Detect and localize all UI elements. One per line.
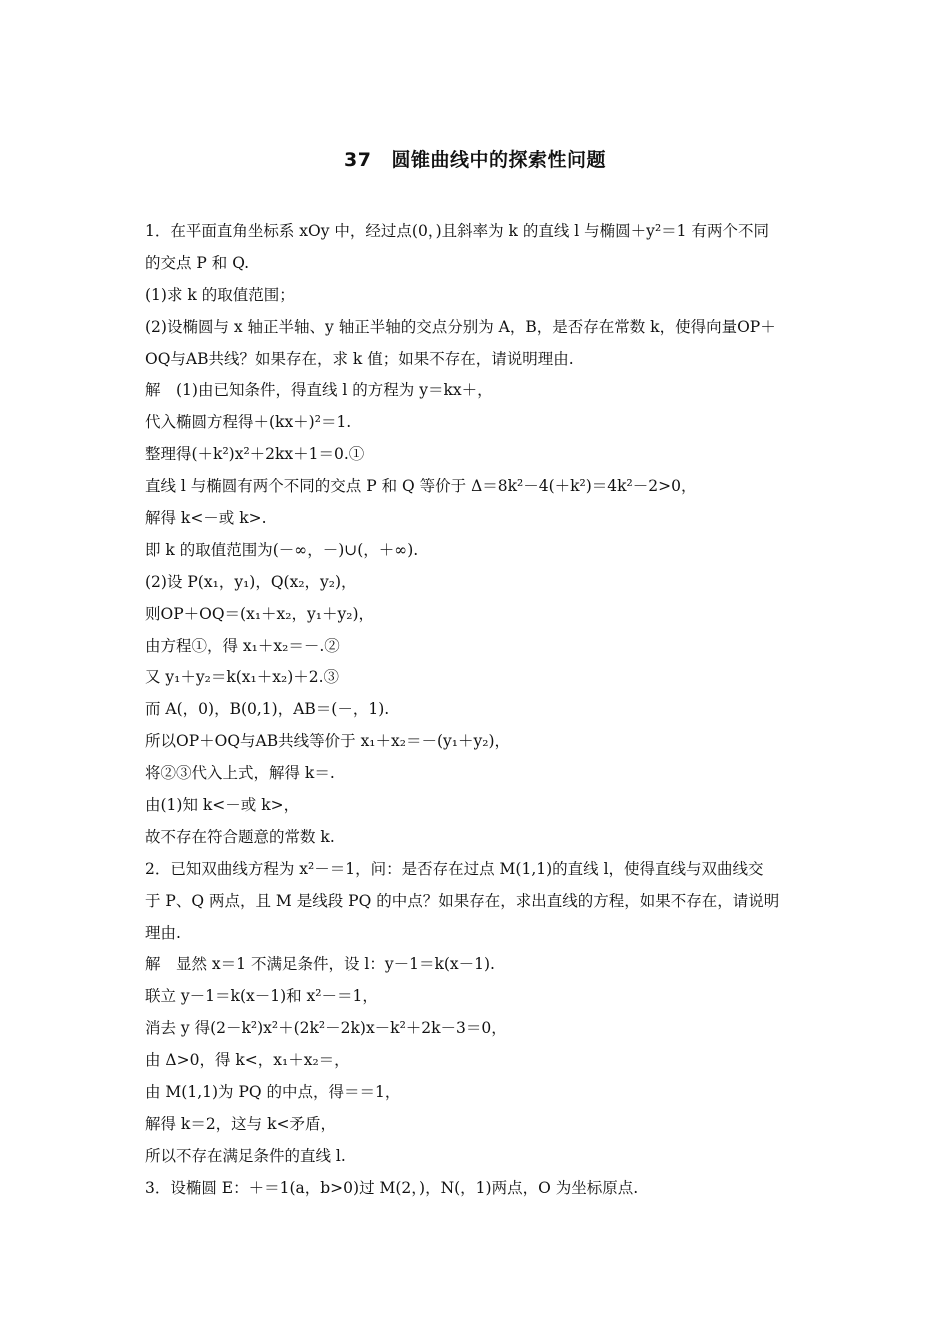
text-line: 由(1)知 k<－或 k>，	[145, 796, 300, 815]
text-line: 解 显然 x＝1 不满足条件，设 l：y－1＝k(x－1).	[145, 955, 495, 974]
text-line: 整理得(＋k²)x²＋2kx＋1＝0.①	[145, 445, 365, 464]
text-line: 于 P、Q 两点，且 M 是线段 PQ 的中点？如果存在，求出直线的方程，如果不存在，请说明	[145, 891, 780, 910]
text-line: 故不存在符合题意的常数 k.	[145, 827, 335, 846]
title-text: 圆锥曲线中的探索性问题	[391, 149, 606, 171]
text-line: 而 A(，0)，B(0,1)，AB＝(－，1).	[145, 700, 390, 719]
text-line: 3．设椭圆 E：＋＝1(a，b>0)过 M(2，)，N(，1)两点，O 为坐标原点.	[145, 1178, 639, 1197]
text-line: (2)设 P(x₁，y₁)，Q(x₂，y₂)，	[145, 572, 357, 591]
text-line: 1．在平面直角坐标系 xOy 中，经过点(0，)且斜率为 k 的直线 l 与椭圆＋y²＝1 有两个不同	[145, 222, 769, 240]
text-line: OQ与AB共线？如果存在，求 k 值；如果不存在，请说明理由.	[145, 349, 574, 368]
text-line: 联立 y－1＝k(x－1)和 x²－＝1，	[145, 987, 378, 1006]
title-number: 37	[344, 149, 372, 171]
text-line: 解得 k<－或 k>.	[145, 509, 267, 528]
text-line: 的交点 P 和 Q.	[145, 253, 250, 272]
text-line: 代入椭圆方程得＋(kx＋)²＝1.	[145, 413, 352, 432]
text-line: 所以OP＋OQ与AB共线等价于 x₁＋x₂＝－(y₁＋y₂)，	[145, 732, 511, 751]
text-line: 解 (1)由已知条件，得直线 l 的方程为 y＝kx＋，	[145, 381, 493, 400]
text-line: 消去 y 得(2－k²)x²＋(2k²－2k)x－k²＋2k－3＝0，	[145, 1019, 507, 1038]
text-line: 由 Δ>0，得 k<，x₁＋x₂＝，	[145, 1051, 350, 1070]
text-line: (1)求 k 的取值范围；	[145, 285, 295, 304]
text-line: (2)设椭圆与 x 轴正半轴、y 轴正半轴的交点分别为 A，B，是否存在常数 k，使得向量OP＋	[145, 317, 776, 336]
text-line: 解得 k＝2，这与 k<矛盾，	[145, 1114, 336, 1133]
text-line: 将②③代入上式，解得 k＝.	[145, 764, 335, 783]
text-line: 又 y₁＋y₂＝k(x₁＋x₂)＋2.③	[145, 668, 340, 687]
text-line: 由方程①，得 x₁＋x₂＝－.②	[145, 636, 340, 655]
text-line: 即 k 的取值范围为(－∞，－)∪(，＋∞).	[145, 540, 419, 559]
text-line: 由 M(1,1)为 PQ 的中点，得＝＝1，	[145, 1083, 401, 1102]
text-line: 则OP＋OQ＝(x₁＋x₂，y₁＋y₂)，	[145, 604, 374, 623]
text-line: 2．已知双曲线方程为 x²－＝1，问：是否存在过点 M(1,1)的直线 l，使得直线与双曲线交	[145, 859, 764, 878]
text-line: 所以不存在满足条件的直线 l.	[145, 1146, 346, 1165]
page-title	[0, 145, 950, 172]
text-line: 理由.	[145, 923, 181, 942]
document-body	[145, 216, 815, 1205]
text-line: 直线 l 与椭圆有两个不同的交点 P 和 Q 等价于 Δ＝8k²－4(＋k²)＝4k²－2>0，	[145, 477, 697, 496]
